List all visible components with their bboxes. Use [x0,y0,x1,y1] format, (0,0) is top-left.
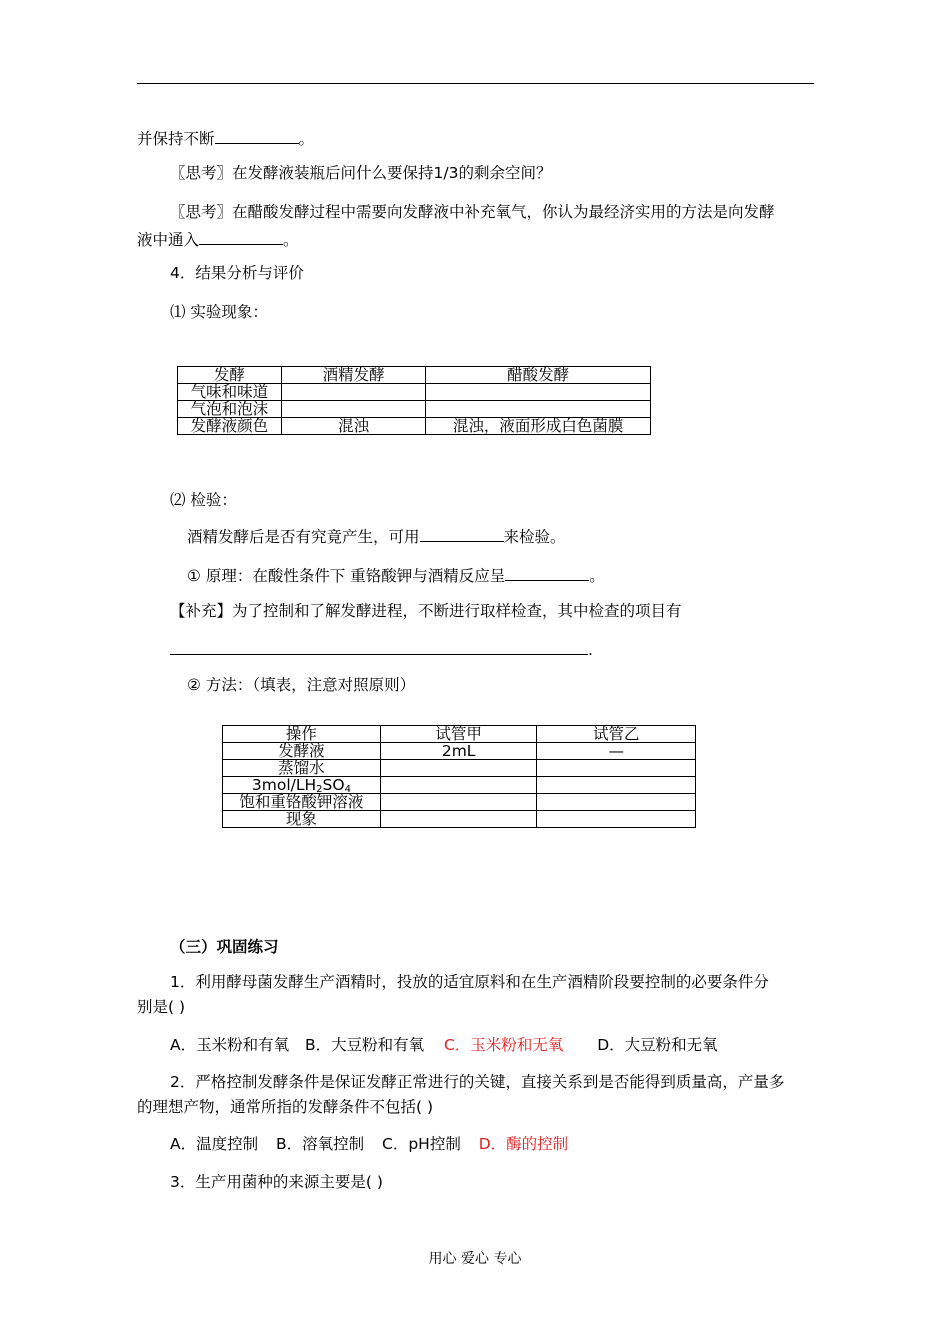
table-cell: 现象 [223,811,381,828]
table-row [223,743,696,760]
table-cell [426,401,651,418]
table-cell [380,777,537,794]
fill-blank[interactable] [215,127,299,144]
fill-blank[interactable] [170,638,588,655]
table-header-cell: 发酵 [178,367,282,384]
observation-label: ⑴ 实验现象： [170,303,268,321]
option-b[interactable]: B．大豆粉和有氧 [304,1036,425,1054]
table-row [178,384,651,401]
table-row [223,811,696,828]
table-cell: 发酵液 [223,743,381,760]
page-footer: 用心 爱心 专心 [428,1251,522,1267]
table-cell [380,760,537,777]
principle-line: ① 原理：在酸性条件下 重铬酸钾与酒精反应呈 。 [187,564,605,586]
table-cell: 混浊 [281,418,425,435]
table-row [178,401,651,418]
question-2-cont: 的理想产物，通常所指的发酵条件不包括( ) [137,1098,434,1116]
question-2: 2．严格控制发酵条件是保证发酵正常进行的关键，直接关系到是否能得到质量高，产量多 [170,1073,785,1091]
question-3: 3．生产用菌种的来源主要是( ) [170,1173,383,1191]
table-header-cell: 醋酸发酵 [426,367,651,384]
table-cell [380,794,537,811]
option-c-answer[interactable]: C．玉米粉和无氧 [444,1036,564,1054]
table-row [178,418,651,435]
table-cell: — [537,743,696,760]
test-tube-table [222,725,696,828]
think-question-1: 〖思考〗在发酵液装瓶后问什么要保持1/3的剩余空间？ [170,164,552,182]
table-row [223,760,696,777]
table-header-cell: 试管甲 [380,726,537,743]
table-cell-h2so4: $3mol/LH_2SO_4$ [223,777,381,794]
option-c[interactable]: C．pH控制 [382,1135,461,1153]
table-cell [537,811,696,828]
fermentation-table [177,366,651,435]
table-header-cell: 试管乙 [537,726,696,743]
alcohol-check-line: 酒精发酵后是否有究竟产生，可用 来检验。 [187,525,566,547]
option-d[interactable]: D．大豆粉和无氧 [597,1036,718,1054]
paragraph-continued: 并保持不断 。 [137,127,314,149]
table-row [223,777,696,794]
table-cell: 气泡和泡沫 [178,401,282,418]
table-cell: 气味和味道 [178,384,282,401]
supplement-blank-line: . [170,638,593,660]
table-cell [281,401,425,418]
table-cell: 2mL [380,743,537,760]
table-cell: 饱和重铬酸钾溶液 [223,794,381,811]
method-line: ② 方法：（填表，注意对照原则） [187,676,416,694]
question-2-options [170,1134,568,1154]
table-cell [380,811,537,828]
table-cell [426,384,651,401]
table-cell [537,760,696,777]
section-3-heading: （三）巩固练习 [170,938,279,956]
question-1: 1．利用酵母菌发酵生产酒精时，投放的适宜原料和在生产酒精阶段要控制的必要条件分 [170,973,769,991]
header-rule [137,83,814,84]
think-question-2-cont: 液中通入 。 [137,228,299,250]
table-cell [537,794,696,811]
option-d-answer[interactable]: D．酶的控制 [478,1135,569,1153]
table-header-cell: 酒精发酵 [281,367,425,384]
table-header-cell: 操作 [223,726,381,743]
check-label: ⑵ 检验： [170,491,237,509]
fill-blank[interactable] [505,564,589,581]
table-header-row [178,367,651,384]
fill-blank[interactable] [420,525,504,542]
question-1-options [170,1035,718,1055]
table-row [223,794,696,811]
supplement-line: 【补充】为了控制和了解发酵进程，不断进行取样检查，其中检查的项目有 [170,602,682,620]
table-cell: 混浊，液面形成白色菌膜 [426,418,651,435]
table-cell [537,777,696,794]
table-header-row [223,726,696,743]
option-a[interactable]: A．温度控制 [170,1135,259,1153]
table-cell [281,384,425,401]
question-1-cont: 别是( ) [137,998,186,1016]
option-a[interactable]: A．玉米粉和有氧 [170,1036,290,1054]
think-question-2: 〖思考〗在醋酸发酵过程中需要向发酵液中补充氧气，你认为最经济实用的方法是向发酵 [170,203,775,221]
table-cell: 蒸馏水 [223,760,381,777]
section-4-heading: 4．结果分析与评价 [170,264,304,282]
option-b[interactable]: B．溶氧控制 [275,1135,365,1153]
table-cell: 发酵液颜色 [178,418,282,435]
fill-blank[interactable] [199,228,283,245]
